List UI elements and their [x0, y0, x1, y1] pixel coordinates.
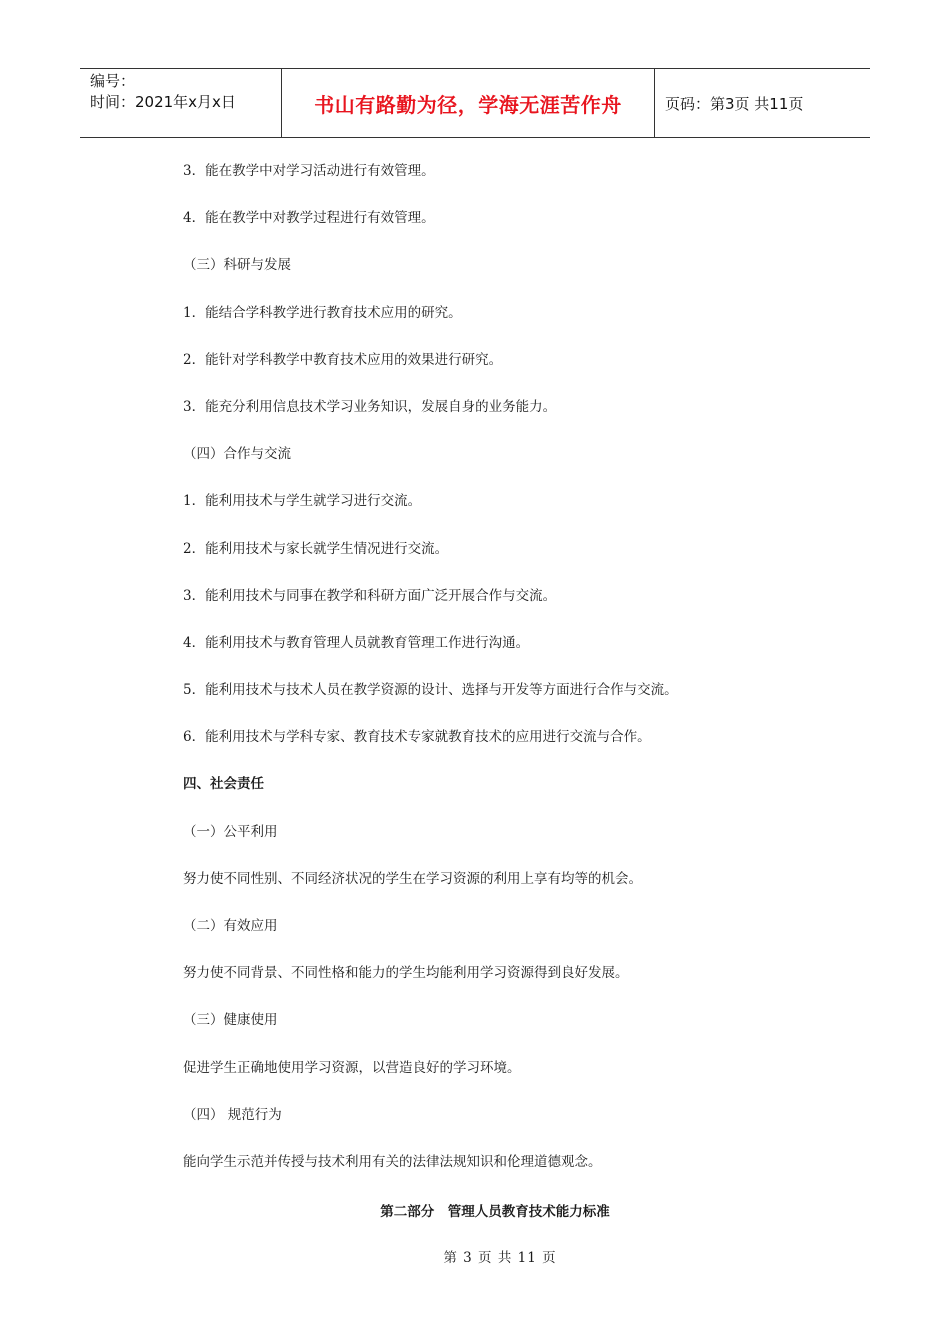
- paragraph-line: （四）合作与交流: [183, 446, 291, 463]
- part-two-heading: 第二部分 管理人员教育技术能力标准: [380, 1204, 610, 1220]
- paragraph-line: （三）健康使用: [183, 1012, 278, 1029]
- document-number-label: 编号：: [90, 72, 136, 90]
- paragraph-line: （三）科研与发展: [183, 257, 291, 274]
- page-footer: 第 3 页 共 11 页: [443, 1250, 557, 1266]
- paragraph-line: 2．能针对学科教学中教育技术应用的效果进行研究。: [183, 351, 503, 368]
- paragraph-line: 3．能充分利用信息技术学习业务知识，发展自身的业务能力。: [183, 398, 557, 415]
- paragraph-line: 6．能利用技术与学科专家、教育技术专家就教育技术的应用进行交流与合作。: [183, 729, 651, 746]
- paragraph-line: 能向学生示范并传授与技术利用有关的法律法规知识和伦理道德观念。: [183, 1153, 602, 1170]
- paragraph-line: 3．能在教学中对学习活动进行有效管理。: [183, 163, 435, 179]
- paragraph-line: 5．能利用技术与技术人员在教学资源的设计、选择与开发等方面进行合作与交流。: [183, 682, 678, 699]
- paragraph-line: 努力使不同性别、不同经济状况的学生在学习资源的利用上享有均等的机会。: [183, 870, 642, 887]
- section-heading: 四、社会责任: [183, 776, 264, 793]
- page-header: [80, 68, 870, 138]
- paragraph-line: 努力使不同背景、不同性格和能力的学生均能利用学习资源得到良好发展。: [183, 965, 629, 982]
- paragraph-line: 3．能利用技术与同事在教学和科研方面广泛开展合作与交流。: [183, 587, 557, 604]
- document-body: [183, 160, 803, 1198]
- paragraph-line: （一）公平利用: [183, 823, 278, 840]
- paragraph-line: 促进学生正确地使用学习资源，以营造良好的学习环境。: [183, 1059, 521, 1076]
- document-time: 时间：2021年x月x日: [90, 93, 236, 111]
- paragraph-line: 1．能利用技术与学生就学习进行交流。: [183, 493, 422, 510]
- paragraph-line: 2．能利用技术与家长就学生情况进行交流。: [183, 540, 449, 557]
- header-motto: 书山有路勤为径，学海无涯苦作舟: [282, 69, 655, 137]
- paragraph-line: 1．能结合学科教学进行教育技术应用的研究。: [183, 304, 462, 321]
- header-meta: [80, 69, 282, 137]
- paragraph-line: 4．能在教学中对教学过程进行有效管理。: [183, 210, 435, 227]
- paragraph-line: 4．能利用技术与教育管理人员就教育管理工作进行沟通。: [183, 634, 530, 651]
- header-page-code: 页码：第3页 共11页: [665, 94, 804, 113]
- paragraph-line: （二）有效应用: [183, 918, 278, 934]
- paragraph-line: （四） 规范行为: [183, 1106, 282, 1123]
